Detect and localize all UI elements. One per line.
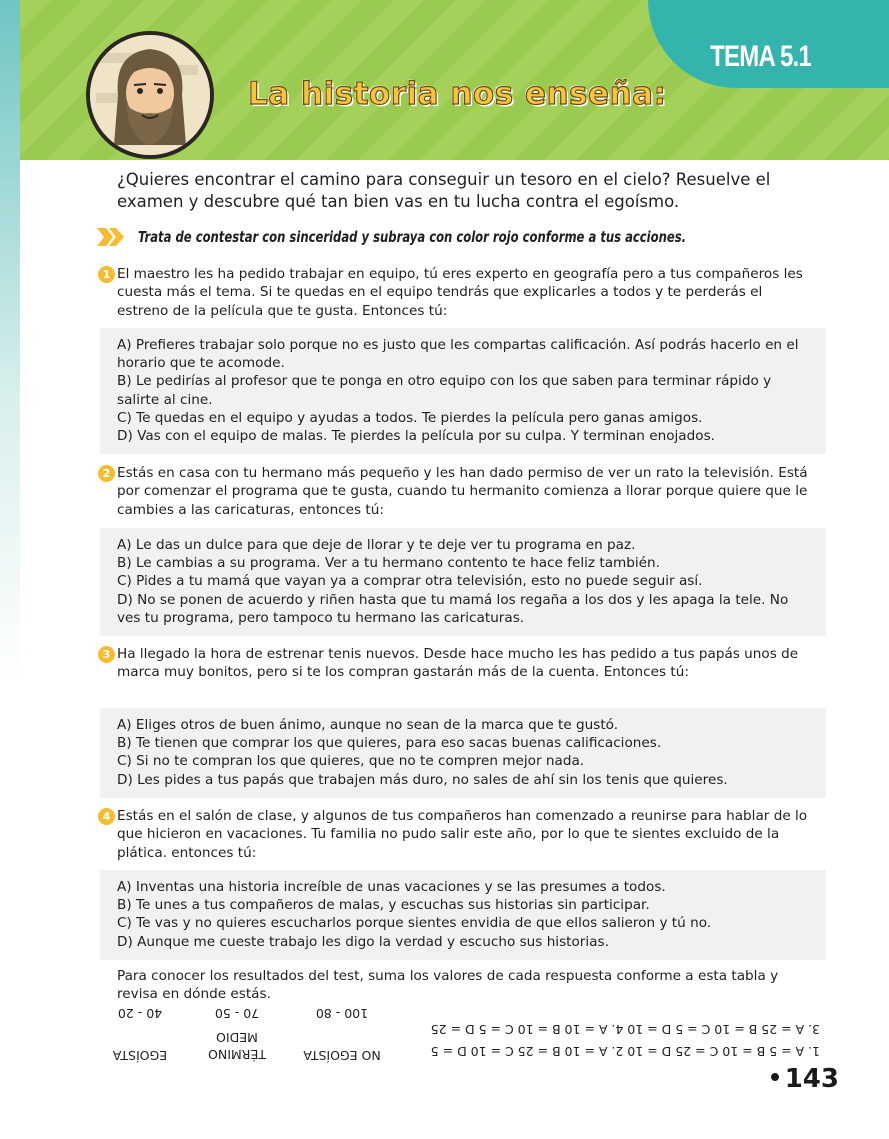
page-number <box>771 1064 839 1094</box>
option-c: C) Te vas y no quieres escucharlos porque sientes envidia de que ellos salieron y tú no. <box>117 915 712 932</box>
option-a: A) Le das un dulce para que deje de llorar y te deje ver tu programa en paz. <box>117 537 636 553</box>
option-c: C) Pides a tu mamá que vayan ya a comprar otra televisión, esto no puede seguir así. <box>117 573 703 590</box>
question-text: Estás en casa con tu hermano más pequeño y les han dado permiso de ver un rato la televisión. Está por comenzar el programa que te gusta, cuando tu hermanito comienza a llorar porque quiere que le cambies a las caricaturas, entonces tú: <box>117 465 808 518</box>
page-number-text: 143 <box>784 1064 839 1094</box>
result-range: 40 - 20 <box>117 1006 163 1021</box>
instruction-row <box>96 226 775 248</box>
left-color-strip <box>0 0 20 1139</box>
result-label: TÉRMINO MEDIO <box>208 1030 266 1062</box>
page-title: La historia nos enseña: <box>248 76 667 112</box>
result-range: 70 - 50 <box>214 1006 260 1021</box>
instruction-text: Trata de contestar con sinceridad y subraya con color rojo conforme a tus acciones. <box>138 228 687 246</box>
options-box-2 <box>100 528 826 636</box>
option-d: D) Les pides a tus papás que trabajen más duro, no sales de ahí sin los tenis que quieres. <box>117 771 728 788</box>
options-box-1 <box>100 328 826 454</box>
question-1 <box>102 265 813 320</box>
option-c: C) Si no te compran los que quieres, que no te compren mejor nada. <box>117 753 585 770</box>
question-number-badge: 2 <box>98 465 115 482</box>
option-c: C) Te quedas en el equipo y ayudas a todos. Te pierdes la película pero ganas amigos. <box>117 409 703 426</box>
upside-down-answer-key <box>100 1003 820 1067</box>
intro-text: ¿Quieres encontrar el camino para conseguir un tesoro en el cielo? Resuelve el examen y descubre qué tan bien vas en tu lucha contra el egoísmo. <box>117 170 771 211</box>
bearded-man-avatar-icon <box>86 31 214 159</box>
question-number-badge: 3 <box>98 646 115 663</box>
question-number-badge: 1 <box>98 266 115 283</box>
tema-label: TEMA 5.1 <box>710 40 811 73</box>
result-range: 100 - 80 <box>315 1006 369 1021</box>
question-number-badge: 4 <box>98 808 115 825</box>
option-d: D) Vas con el equipo de malas. Te pierdes la película por su culpa. Y terminan enojados. <box>117 428 715 445</box>
question-text: El maestro les ha pedido trabajar en equipo, tú eres experto en geografía pero a tus compañeros les cuesta más el tema. Si te quedas en el equipo tendrás que explicarles a todos y te perderás el estreno de la película que te gusta. Entonces tú: <box>117 266 803 319</box>
options-box-3 <box>100 708 826 798</box>
question-4 <box>102 807 813 862</box>
bullet-icon <box>771 1073 779 1081</box>
options-box-4 <box>100 870 826 960</box>
option-a: A) Prefieres trabajar solo porque no es justo que les compartas calificación. Así podrás hacerlo en el horario que te acomode. <box>117 337 799 372</box>
question-3 <box>102 645 813 682</box>
double-chevron-icon <box>96 226 126 248</box>
option-a: A) Inventas una historia increíble de unas vacaciones y se las presumes a todos. <box>117 879 666 895</box>
option-b: B) Le cambias a su programa. Ver a tu hermano contento te hace feliz también. <box>117 555 660 572</box>
option-a: A) Eliges otros de buen ánimo, aunque no sean de la marca que te gustó. <box>117 717 619 733</box>
question-text: Estás en el salón de clase, y algunos de tus compañeros han comenzado a reunirse para hablar de lo que hicieron en vacaciones. Tu familia no pudo salir este año, por lo que te sientes excluido de la plática. entonces tú: <box>117 808 808 861</box>
question-text: Ha llegado la hora de estrenar tenis nuevos. Desde hace mucho les has pedido a tus papás unos de marca muy bonitos, pero si te los compran gastarán más de la cuenta. Entonces tú: <box>117 646 799 681</box>
result-label: EGOÍSTA <box>112 1048 168 1063</box>
answer-key-line-1: 1. A = 5 B = 10 C = 25 D = 10 2. A = 10 B = 25 C = 10 D = 5 <box>430 1044 820 1059</box>
question-2 <box>102 464 813 519</box>
option-d: D) No se ponen de acuerdo y riñen hasta que tu mamá los regaña a los dos y les apaga la tele. No ves tu programa, pero tampoco tu hermano las caricaturas. <box>117 591 789 626</box>
result-label: NO EGOÍSTA <box>303 1048 381 1063</box>
results-instruction: Para conocer los resultados del test, suma los valores de cada respuesta conforme a esta tabla y revisa en dónde estás. <box>117 968 779 1003</box>
option-b: B) Le pedirías al profesor que te ponga en otro equipo con los que saben para terminar rápido y salirte al cine. <box>117 373 772 408</box>
answer-key-line-2: 3. A = 25 B = 10 C = 5 D = 10 4. A = 10 B = 10 C = 5 D = 25 <box>430 1022 820 1037</box>
option-b: B) Te tienen que comprar los que quieres, para eso sacas buenas calificaciones. <box>117 735 662 752</box>
option-d: D) Aunque me cueste trabajo les digo la verdad y escucho sus historias. <box>117 933 609 950</box>
option-b: B) Te unes a tus compañeros de malas, y escuchas sus historias sin participar. <box>117 897 650 914</box>
